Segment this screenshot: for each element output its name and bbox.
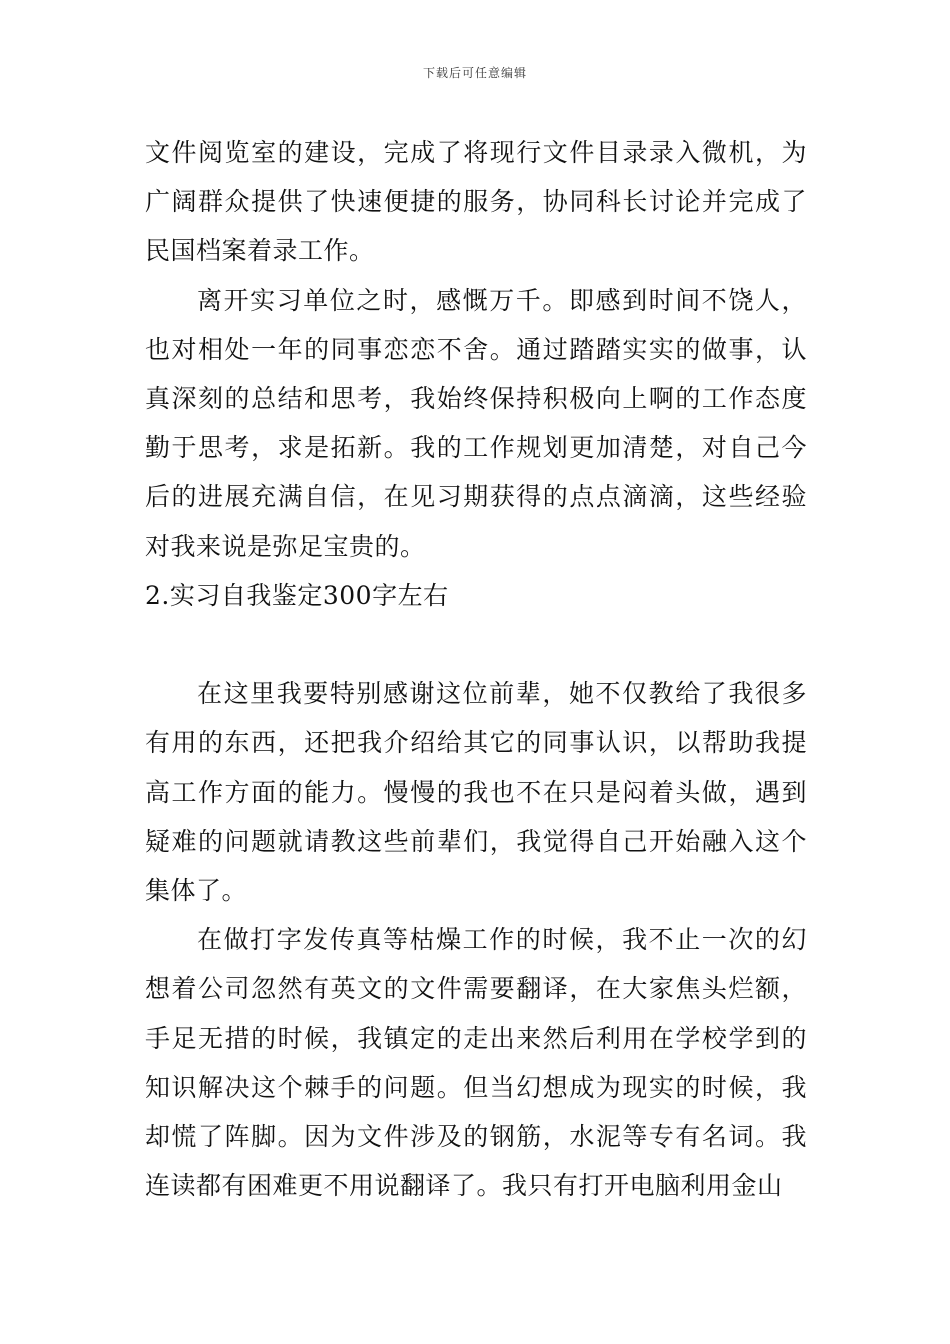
paragraph-continued: 文件阅览室的建设，完成了将现行文件目录录入微机，为广阔群众提供了快速便捷的服务，协同科长讨论并完成了民国档案着录工作。 — [145, 138, 807, 266]
paragraph-thanks: 在这里我要特别感谢这位前辈，她不仅教给了我很多有用的东西，还把我介绍给其它的同事认识，以帮助我提高工作方面的能力。慢慢的我也不在只是闷着头做，遇到疑难的问题就请教这些前辈们，我觉得自己开始融入这个集体了。 — [145, 679, 807, 906]
blank-line — [145, 620, 807, 669]
section-heading: 2.实习自我鉴定300字左右 — [145, 580, 449, 610]
document-body — [145, 128, 807, 1210]
paragraph-departure: 离开实习单位之时，感慨万千。即感到时间不饶人，也对相处一年的同事恋恋不舍。通过踏踏实实的做事，认真深刻的总结和思考，我始终保持积极向上啊的工作态度勤于思考，求是拓新。我的工作规划更加清楚，对自己今后的进展充满自信，在见习期获得的点点滴滴，这些经验对我来说是弥足宝贵的。 — [145, 285, 807, 561]
page-header: 下载后可任意编辑 — [422, 66, 527, 80]
paragraph-translation: 在做打字发传真等枯燥工作的时候，我不止一次的幻想着公司忽然有英文的文件需要翻译，在大家焦头烂额，手足无措的时候，我镇定的走出来然后利用在学校学到的知识解决这个棘手的问题。但当幻想成为现实的时候，我却慌了阵脚。因为文件涉及的钢筋，水泥等专有名词。我连读都有困难更不用说翻译了。我只有打开电脑利用金山 — [145, 925, 807, 1201]
